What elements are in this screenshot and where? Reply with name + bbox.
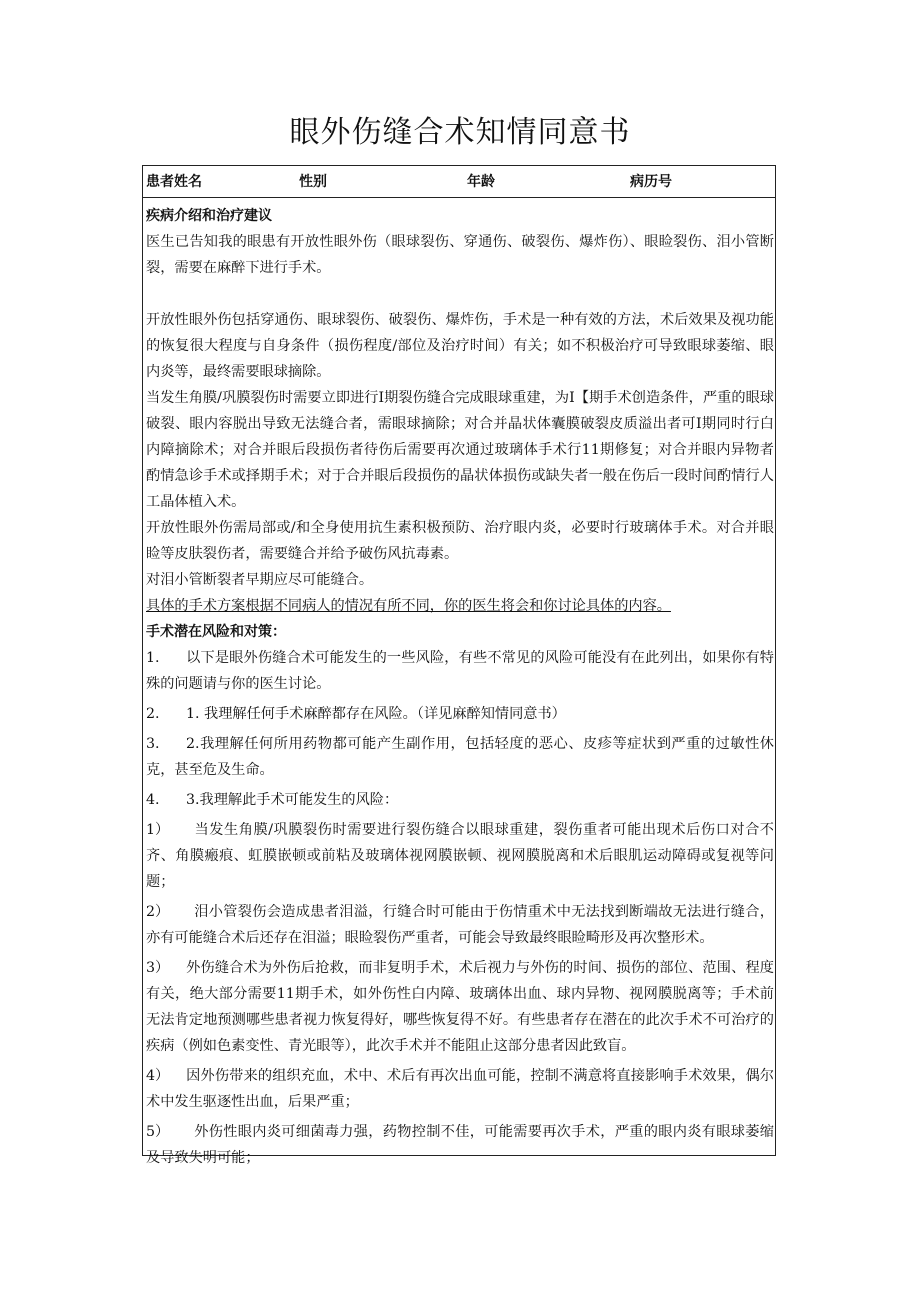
- risks-heading: 手术潜在风险和对策：: [146, 624, 286, 640]
- intro-paragraph: 开放性眼外伤包括穿通伤、眼球裂伤、破裂伤、爆炸伤，手术是一种有效的方法，术后效果及视功能的恢复很大程度与自身条件（损伤程度/部位及治疗时间）有关；如不积极治疗可导致眼球萎缩、眼内炎等，最终需要眼球摘除。: [146, 312, 774, 380]
- age-label: 年龄: [467, 174, 495, 190]
- item-text: 1. 我理解任何手术麻醉都存在风险。（详见麻醉知情同意书）: [186, 706, 566, 722]
- record-number-label: 病历号: [630, 174, 672, 190]
- item-text: 2.我理解任何所用药物都可能产生副作用，包括轻度的恶心、皮疹等症状到严重的过敏性休克，甚至危及生命。: [146, 736, 774, 778]
- document-title: 眼外伤缝合术知情同意书: [289, 115, 631, 150]
- item-number: 2）: [146, 904, 170, 920]
- item-number: 2.: [146, 706, 160, 722]
- item-number: 3.: [146, 736, 160, 752]
- patient-name-label: 患者姓名: [146, 174, 202, 190]
- intro-paragraph: 开放性眼外伤需局部或/和全身使用抗生素积极预防、治疗眼内炎，必要时行玻璃体手术。对合并眼睑等皮肤裂伤者，需要缝合并给予破伤风抗毒素。: [146, 520, 774, 562]
- risk-numbered-item: [146, 701, 774, 727]
- item-number: 1）: [146, 822, 170, 838]
- specific-risk-item: [146, 1063, 774, 1115]
- item-text: 以下是眼外伤缝合术可能发生的一些风险，有些不常见的风险可能没有在此列出，如果你有特殊的问题请与你的医生讨论。: [146, 650, 774, 692]
- specific-risk-item: [146, 955, 774, 1059]
- item-number: 4）: [146, 1068, 170, 1084]
- gender-label: 性别: [299, 174, 327, 190]
- risk-numbered-item: [146, 731, 774, 783]
- item-text: 当发生角膜/巩膜裂伤时需要进行裂伤缝合以眼球重建，裂伤重者可能出现术后伤口对合不齐、角膜瘢痕、虹膜嵌顿或前粘及玻璃体视网膜嵌顿、视网膜脱离和术后眼肌运动障碍或复视等问题；: [146, 822, 774, 890]
- intro-heading: 疾病介绍和治疗建议: [146, 208, 272, 224]
- consent-form-box: [142, 165, 776, 1166]
- risk-numbered-item: [146, 645, 774, 697]
- item-text: 外伤缝合术为外伤后抢救，而非复明手术，术后视力与外伤的时间、损伤的部位、范围、程度有关，绝大部分需要11期手术，如外伤性白内障、玻璃体出血、球内异物、视网膜脱离等；手术前无法肯定地预测哪些患者视力恢复得好，哪些恢复得不好。有些患者存在潜在的此次手术不可治疗的疾病（例如色素变性、青光眼等），此次手术并不能阻止这部分患者因此致盲。: [146, 960, 774, 1054]
- item-number: 4.: [146, 792, 160, 808]
- specific-risk-item: [146, 817, 774, 895]
- specific-risk-item: [146, 899, 774, 951]
- item-number: 3）: [146, 960, 170, 976]
- intro-paragraph: 当发生角膜/巩膜裂伤时需要立即进行I期裂伤缝合完成眼球重建，为I【期手术创造条件，严重的眼球破裂、眼内容脱出导致无法缝合者，需眼球摘除；对合并晶状体囊膜破裂皮质溢出者可I期同时行白内障摘除术；对合并眼后段损伤者待伤后需要再次通过玻璃体手术行11期修复；对合并眼内异物者酌情急诊手术或择期手术；对于合并眼后段损伤的晶状体损伤或缺失者一般在伤后一段时间酌情行人工晶体植入术。: [146, 390, 774, 510]
- item-text: 泪小管裂伤会造成患者泪溢，行缝合时可能由于伤情重术中无法找到断端故无法进行缝合，亦有可能缝合术后还存在泪溢；眼睑裂伤严重者，可能会导致最终眼睑畸形及再次整形术。: [146, 904, 774, 946]
- item-text: 外伤性眼内炎可细菌毒力强，药物控制不佳，可能需要再次手术，严重的眼内炎有眼球萎缩及导致失明可能；: [146, 1124, 774, 1166]
- risk-numbered-item: [146, 787, 774, 813]
- item-text: 因外伤带来的组织充血，术中、术后有再次出血可能，控制不满意将直接影响手术效果，偶尔术中发生驱逐性出血，后果严重；: [146, 1068, 774, 1110]
- patient-info-row: [143, 166, 775, 198]
- form-content: [146, 203, 774, 1171]
- item-number: 5）: [146, 1124, 170, 1140]
- paragraph-spacer: [146, 281, 774, 307]
- intro-paragraph: 医生已告知我的眼患有开放性眼外伤（眼球裂伤、穿通伤、破裂伤、爆炸伤）、眼睑裂伤、泪小管断裂，需要在麻醉下进行手术。: [146, 234, 774, 276]
- specific-risk-item: [146, 1119, 774, 1171]
- item-number: 1.: [146, 650, 160, 666]
- item-text: 3.我理解此手术可能发生的风险：: [186, 792, 399, 808]
- intro-note-underlined: 具体的手术方案根据不同病人的情况有所不同，你的医生将会和你讨论具体的内容。: [146, 598, 671, 614]
- intro-paragraph: 对泪小管断裂者早期应尽可能缝合。: [146, 572, 374, 588]
